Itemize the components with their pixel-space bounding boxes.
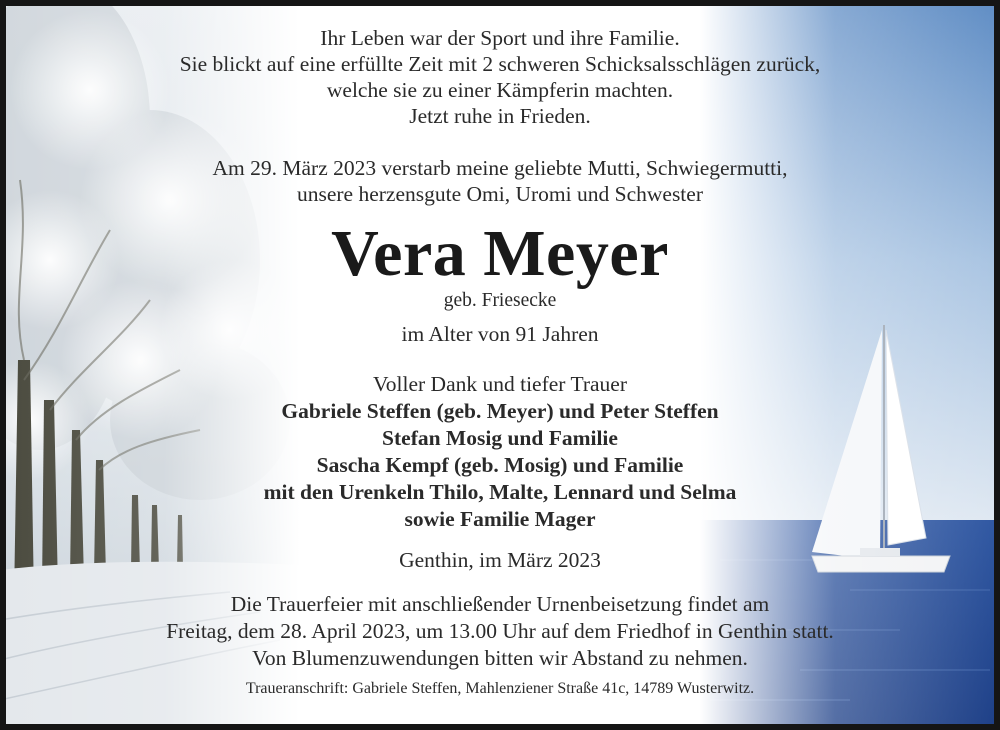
birth-name: geb. Friesecke: [443, 290, 557, 311]
place-date: Genthin, im März 2023: [399, 548, 601, 572]
verse-line-3: welche sie zu einer Kämpferin machten.: [326, 78, 674, 102]
mourner-line-2: Stefan Mosig und Familie: [382, 426, 618, 450]
verse-line-4: Jetzt ruhe in Frieden.: [409, 104, 591, 128]
age-line: im Alter von 91 Jahren: [401, 322, 599, 346]
mourner-line-4: mit den Urenkeln Thilo, Malte, Lennard und Selma: [263, 480, 737, 504]
verse-line-2: Sie blickt auf eine erfüllte Zeit mit 2 schweren Schicksalsschlägen zurück,: [179, 52, 821, 76]
verse-line-1: Ihr Leben war der Sport und ihre Familie.: [320, 26, 680, 50]
announcement-line-2: unsere herzensgute Omi, Uromi und Schwester: [296, 182, 703, 206]
funeral-line-2: Freitag, dem 28. April 2023, um 13.00 Uhr auf dem Friedhof in Genthin statt.: [166, 619, 834, 643]
funeral-line-3: Von Blumenzuwendungen bitten wir Abstand zu nehmen.: [252, 646, 748, 670]
mourner-line-3: Sascha Kempf (geb. Mosig) und Familie: [316, 453, 684, 477]
funeral-line-1: Die Trauerfeier mit anschließender Urnenbeisetzung findet am: [230, 592, 770, 616]
mourner-line-5: sowie Familie Mager: [404, 507, 596, 531]
deceased-name: Vera Meyer: [331, 217, 669, 290]
mourners-intro: Voller Dank und tiefer Trauer: [373, 372, 627, 396]
announcement-line-1: Am 29. März 2023 verstarb meine geliebte Mutti, Schwiegermutti,: [212, 156, 788, 180]
mourning-address: Traueranschrift: Gabriele Steffen, Mahlenziener Straße 41c, 14789 Wusterwitz.: [245, 680, 755, 697]
mourner-line-1: Gabriele Steffen (geb. Meyer) und Peter Steffen: [281, 399, 719, 423]
